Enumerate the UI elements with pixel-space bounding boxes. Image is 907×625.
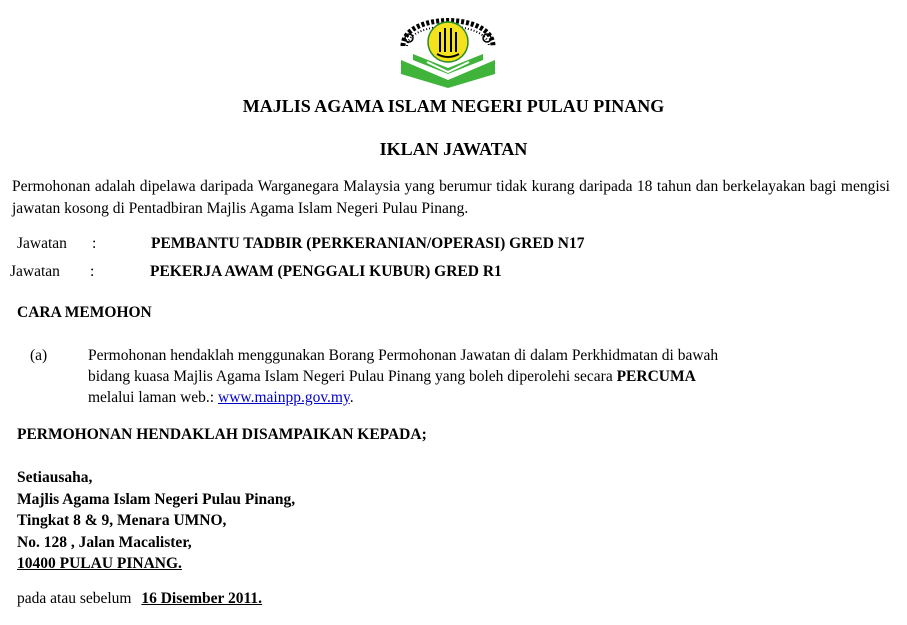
free-emphasis: PERCUMA [616,368,696,385]
position-colon: : [90,263,95,280]
address-line: Tingkat 8 & 9, Menara UMNO, [17,512,227,529]
website-link[interactable]: www.mainpp.gov.my [218,389,350,406]
paragraph-text: melalui laman web.: [88,389,218,406]
position-label: Jawatan [10,263,60,280]
list-marker: (a) [30,347,48,364]
address-line: Setiausaha, [17,469,93,486]
position-title: PEKERJA AWAM (PENGGALI KUBUR) GRED R1 [150,263,502,280]
paragraph-line [88,387,848,408]
how-to-apply-paragraph [88,345,848,408]
majlis-logo [393,2,503,88]
paragraph-line [88,366,848,387]
paragraph-text: bidang kuasa Majlis Agama Islam Negeri Pulau Pinang yang boleh diperolehi secara [88,368,613,385]
section-heading-submit: PERMOHONAN HENDAKLAH DISAMPAIKAN KEPADA; [17,426,427,443]
position-colon: : [92,235,97,252]
position-title: PEMBANTU TADBIR (PERKERANIAN/OPERASI) GRED N17 [151,235,585,252]
position-row [10,263,890,283]
paragraph-text: . [349,389,354,406]
position-row [17,235,897,255]
intro-paragraph: Permohonan adalah dipelawa daripada Warganegara Malaysia yang berumur tidak kurang daripada 18 tahun dan berkelayakan bagi mengisi jawatan kosong di Pentadbiran Majlis Agama Islam Negeri Pulau Pinang. [12,178,890,217]
address-line-postcode: 10400 PULAU PINANG. [17,555,182,572]
deadline [17,590,262,608]
paragraph-line: Permohonan hendaklah menggunakan Borang Permohonan Jawatan di dalam Perkhidmatan di bawah [88,347,719,364]
section-heading-how-to-apply: CARA MEMOHON [17,304,152,321]
deadline-date: 16 Disember 2011. [141,590,263,607]
position-label: Jawatan [17,235,67,252]
page-subtitle: IKLAN JAWATAN [379,139,528,159]
deadline-prefix: pada atau sebelum [17,590,132,607]
address-line: No. 128 , Jalan Macalister, [17,533,192,551]
address-block [17,467,295,575]
page-title: MAJLIS AGAMA ISLAM NEGERI PULAU PINANG [242,96,665,116]
address-line: Majlis Agama Islam Negeri Pulau Pinang, [17,490,296,508]
